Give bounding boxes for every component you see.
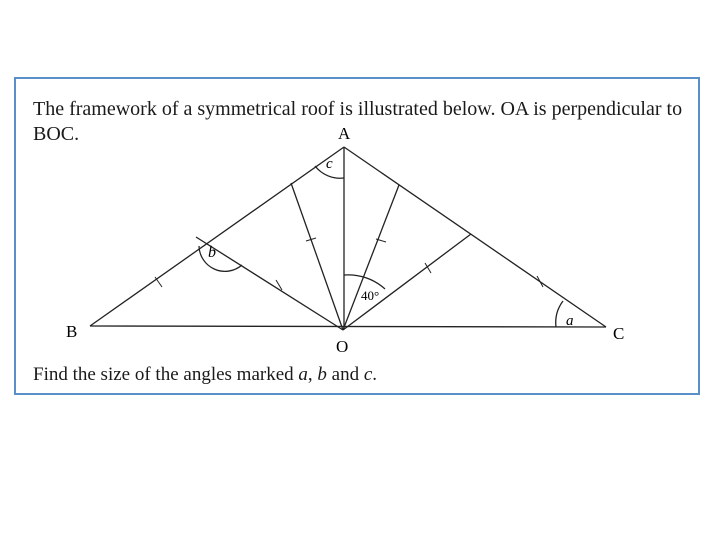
question-sep: ,: [307, 364, 313, 385]
problem-card: [14, 77, 700, 395]
problem-statement: The framework of a symmetrical roof is illustrated below. OA is perpendicular to BOC.: [33, 98, 683, 145]
point-label-C: C: [613, 324, 625, 343]
angle-arc-b: [199, 246, 242, 271]
var-b: b: [317, 364, 327, 385]
question-end: .: [372, 364, 378, 385]
question-prefix: Find the size of the angles marked: [33, 364, 294, 385]
var-c: c: [363, 364, 373, 385]
roof-diagram: [16, 79, 702, 397]
strut-O-P1: [196, 237, 343, 330]
rafter-AB: [90, 147, 344, 326]
point-label-B: B: [66, 322, 78, 341]
angle-arc-40: [344, 275, 385, 289]
strut-O-P2: [291, 183, 343, 330]
var-a: a: [298, 364, 308, 385]
angle-label-40: 40°: [361, 288, 380, 303]
angle-label-c: c: [326, 156, 333, 172]
angle-arc-a: [556, 301, 563, 327]
question-conj: and: [331, 364, 360, 385]
angle-label-a: a: [566, 313, 574, 329]
angle-label-b: b: [208, 244, 216, 261]
point-label-O: O: [336, 337, 349, 356]
point-label-A: A: [338, 124, 351, 143]
question-text: [33, 363, 377, 387]
